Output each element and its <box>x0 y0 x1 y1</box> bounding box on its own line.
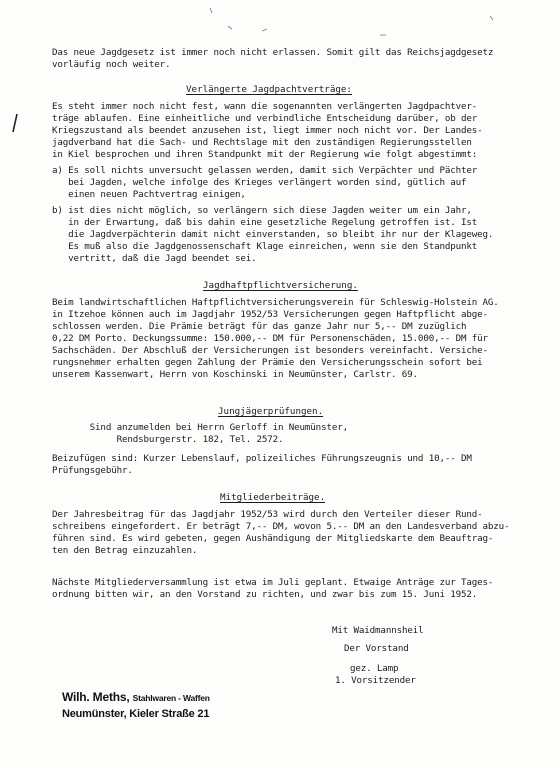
heading-jungjaeger: Jungjägerprüfungen. <box>218 406 324 417</box>
list-item-a: a) Es soll nichts unversucht gelassen werden, damit sich Verpächter und Pächter <box>52 165 478 176</box>
list-item-b: in der Erwartung, daß bis dahin eine gesetzliche Regelung getroffen ist. Ist <box>52 217 478 228</box>
list-item-b: die Jagdverpächterin damit nicht einverstanden, so bleibt ihr nur der Klageweg. <box>52 229 494 240</box>
paragraph-line: Beim landwirtschaftlichen Haftpflichtversicherungsverein für Schleswig-Holstein AG. <box>52 297 499 308</box>
paragraph-line: Kriegszustand als beendet anzusehen ist, liegt immer noch nicht vor. Der Landes- <box>52 125 483 136</box>
margin-mark-icon <box>10 112 20 134</box>
paragraph-line: Prüfungsgebühr. <box>52 465 133 476</box>
scan-noise-icon <box>0 0 559 40</box>
paragraph-line: träge ablaufen. Eine einheitliche und verbindliche Entscheidung darüber, ob der <box>52 113 478 124</box>
heading-mitgliederbeitraege: Mitgliederbeiträge. <box>220 492 326 503</box>
paragraph-line: ten den Betrag einzuzahlen. <box>52 545 198 556</box>
paragraph-line: Der Jahresbeitrag für das Jagdjahr 1952/53 wird durch den Verteiler dieser Rund- <box>52 509 483 520</box>
closing-greeting: Mit Waidmannsheil <box>332 625 424 636</box>
paragraph-line: Nächste Mitgliederversammlung ist etwa im Juli geplant. Etwaige Anträge zur Tages- <box>52 577 494 588</box>
stamp-trade: Stahlwaren - Waffen <box>132 693 210 703</box>
paragraph-line: Sachschäden. Der Abschluß der Versicherungen ist besonders vereinfacht. Versiche- <box>52 345 488 356</box>
intro-line-2: vorläufig noch weiter. <box>52 59 171 70</box>
stamp-line-1 <box>62 690 210 704</box>
stamp-name: Wilh. Meths, <box>62 690 130 704</box>
paragraph-line: schlossen werden. Die Prämie beträgt für das ganze Jahr nur 5,-- DM zuzüglich <box>52 321 467 332</box>
paragraph-line: jagdverband hat die Sach- und Rechtslage mit den zuständigen Regierungsstellen <box>52 137 472 148</box>
paragraph-line: rungsnehmer erhalten gegen Zahlung der Prämie den Versicherungsschein sofort bei <box>52 357 483 368</box>
intro-line-1: Das neue Jagdgesetz ist immer noch nicht erlassen. Somit gilt das Reichsjagdgesetz <box>52 47 494 58</box>
list-item-b: vertritt, daß die Jagd beendet sei. <box>52 253 257 264</box>
paragraph-line: Rendsburgerstr. 182, Tel. 2572. <box>52 434 284 445</box>
list-item-a: bei Jagden, welche infolge des Krieges verlängert worden sind, gütlich auf <box>52 177 467 188</box>
paragraph-line: Beizufügen sind: Kurzer Lebenslauf, polizeiliches Führungszeugnis und 10,-- DM <box>52 453 472 464</box>
paragraph-line: führen sind. Es wird gebeten, gegen Aushändigung der Mitgliedskarte dem Beauftrag- <box>52 533 494 544</box>
list-item-a: einen neuen Pachtvertrag einigen, <box>52 189 246 200</box>
heading-jagdpacht: Verlängerte Jagdpachtverträge: <box>186 84 352 95</box>
list-item-b: b) ist dies nicht möglich, so verlängern sich diese Jagden weiter um ein Jahr, <box>52 205 472 216</box>
closing-role: 1. Vorsitzender <box>335 675 416 686</box>
heading-haftpflicht: Jagdhaftpflichtversicherung. <box>203 280 358 291</box>
paragraph-line: in Itzehoe können auch im Jagdjahr 1952/53 Versicherungen gegen Haftpflicht abge- <box>52 309 488 320</box>
paragraph-line: 0,22 DM Porto. Deckungssumme: 150.000,-- DM für Personenschäden, 15.000,-- DM für <box>52 333 488 344</box>
closing-signed: gez. Lamp <box>350 663 399 674</box>
list-item-b: Es muß also die Jagdgenossenschaft Klage einreichen, wenn sie den Standpunkt <box>52 241 478 252</box>
paragraph-line: Es steht immer noch nicht fest, wann die sogenannten verlängerten Jagdpachtver- <box>52 101 478 112</box>
stamp-address: Neumünster, Kieler Straße 21 <box>62 708 210 720</box>
closing-sender: Der Vorstand <box>344 643 409 654</box>
paragraph-line: ordnung bitten wir, an den Vorstand zu richten, und zwar bis zum 15. Juni 1952. <box>52 589 478 600</box>
paragraph-line: schreibens eingefordert. Er beträgt 7,-- DM, wovon 5.-- DM an den Landesverband abzu- <box>52 521 510 532</box>
paragraph-line: in Kiel besprochen und ihren Standpunkt mit der Regierung wie folgt abgestimmt: <box>52 149 478 160</box>
paragraph-line: Sind anzumelden bei Herrn Gerloff in Neumünster, <box>52 422 348 433</box>
paragraph-line: unserem Kassenwart, Herrn von Koschinski in Neumünster, Carlstr. 69. <box>52 369 418 380</box>
